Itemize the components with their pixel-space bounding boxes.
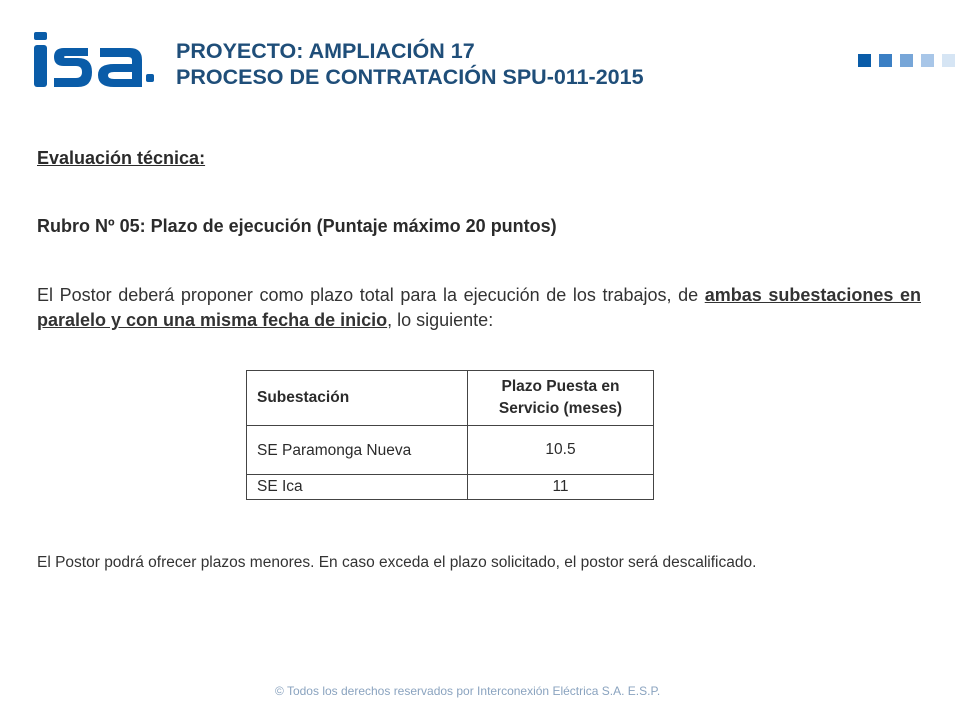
document-title [176,38,644,90]
title-line-2: PROCESO DE CONTRATACIÓN SPU-011-2015 [176,65,644,89]
header-plazo: Plazo Puesta en Servicio (meses) [468,371,654,426]
isa-logo [30,30,158,94]
rubro-heading: Rubro Nº 05: Plazo de ejecución (Puntaje máximo 20 puntos) [37,216,557,236]
square-icon [900,54,913,67]
note-paragraph: El Postor podrá ofrecer plazos menores. En caso exceda el plazo solicitado, el postor será descalificado. [37,554,757,571]
square-icon [858,54,871,67]
square-icon [942,54,955,67]
header-subestacion: Subestación [247,371,468,426]
paragraph-emphasis: ambas subestaciones en paralelo y con una misma fecha de inicio [37,285,921,330]
square-icon [921,54,934,67]
plazo-table [246,370,654,500]
cell-plazo: 11 [468,475,654,500]
table-row [247,475,654,500]
table-row [247,426,654,475]
title-line-1: PROYECTO: AMPLIACIÓN 17 [176,39,475,63]
section-heading: Evaluación técnica: [37,148,206,168]
decorative-squares [858,54,955,67]
cell-subestacion: SE Ica [247,475,468,500]
paragraph-text-end: , lo siguiente: [387,310,494,330]
cell-plazo: 10.5 [468,426,654,475]
paragraph-text-start: El Postor deberá proponer como plazo total para la ejecución de los trabajos, de [37,285,705,305]
table-header-row [247,371,654,426]
footer-copyright: © Todos los derechos reservados por Interconexión Eléctrica S.A. E.S.P. [275,684,661,698]
square-icon [879,54,892,67]
cell-subestacion: SE Paramonga Nueva [247,426,468,475]
description-paragraph [37,283,921,333]
